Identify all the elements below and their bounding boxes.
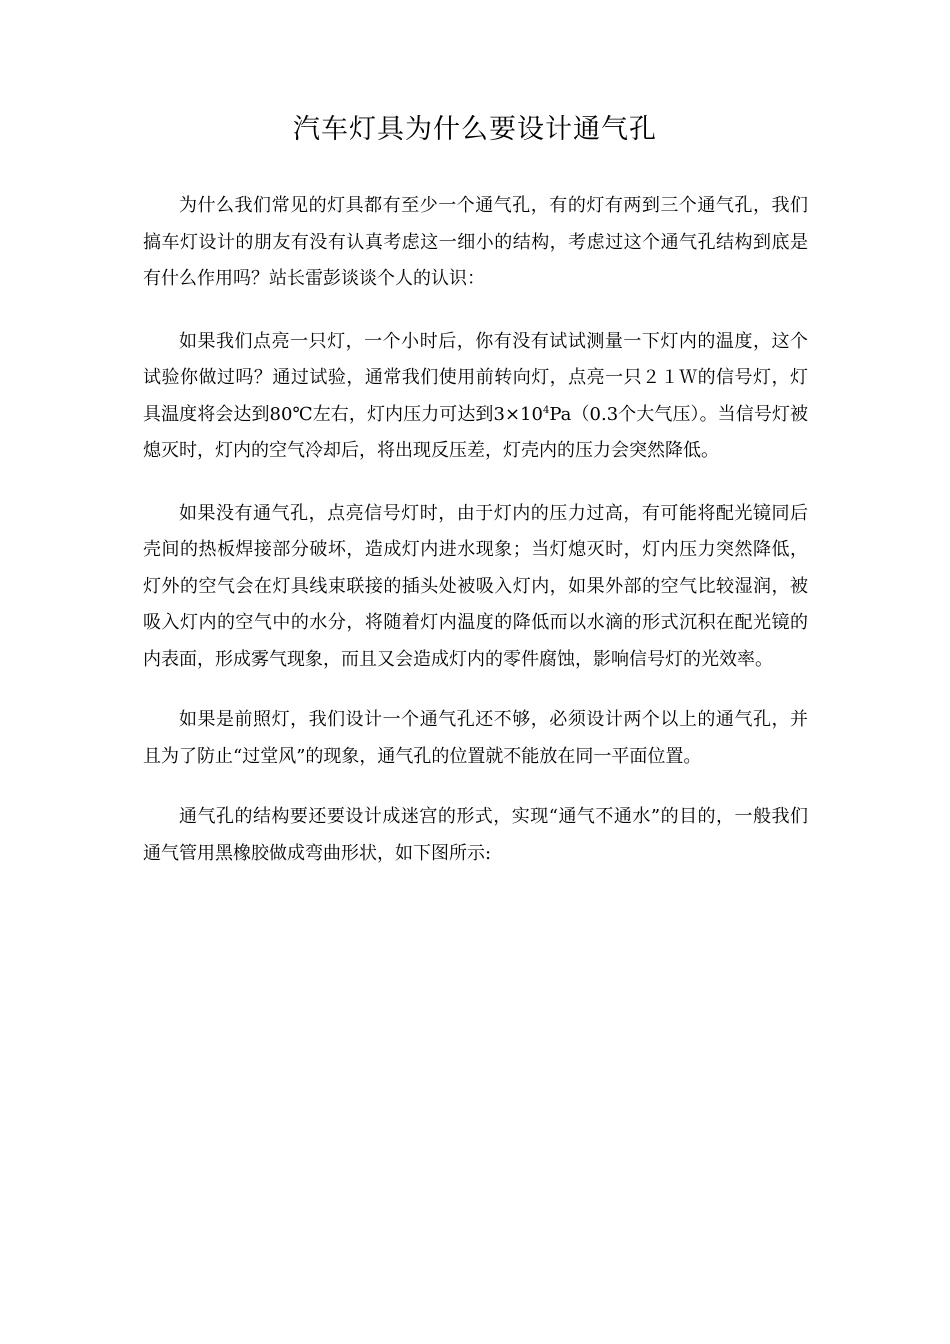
- exponent-superscript: 4: [542, 404, 550, 416]
- paragraph-labyrinth-structure: 通气孔的结构要还要设计成迷宫的形式，实现“通气不通水”的目的，一般我们通气管用黑橡胶做成弯曲形状，如下图所示:: [143, 806, 808, 864]
- paragraph-vent-hole-question: 为什么我们常见的灯具都有至少一个通气孔，有的灯有两到三个通气孔，我们搞车灯设计的朋友有没有认真考虑这一细小的结构，考虑过这个通气孔结构到底是有什么作用吗？站长雷彭谈谈个人的认识：: [143, 195, 808, 289]
- paragraph-lamp-temperature-test: [143, 324, 808, 470]
- paragraph-text-after-exponent: Pa（0.3个大气压）。当信号灯被熄灭时，灯内的空气冷却后，将出现反压差，灯壳内的压力会突然降低。: [143, 403, 808, 461]
- document-body: [143, 188, 808, 898]
- paragraph-without-vent-hole: 如果没有通气孔，点亮信号灯时，由于灯内的压力过高，有可能将配光镜同后壳间的热板焊接部分破坏，造成灯内进水现象；当灯熄灭时，灯内压力突然降低，灯外的空气会在灯具线束联接的插头处被吸入灯内，如果外部的空气比较湿润，被吸入灯内的空气中的水分，将随着灯内温度的降低而以水滴的形式沉积在配光镜的内表面，形成雾气现象，而且又会造成灯内的零件腐蚀，影响信号灯的光效率。: [143, 502, 808, 670]
- document-title: 汽车灯具为什么要设计通气孔: [293, 114, 657, 145]
- paragraph-headlamp-vent-holes: 如果是前照灯，我们设计一个通气孔还不够，必须设计两个以上的通气孔，并且为了防止“过堂风”的现象，通气孔的位置就不能放在同一平面位置。: [143, 709, 808, 767]
- paragraph-text-before-exponent: 如果我们点亮一只灯，一个小时后，你有没有试试测量一下灯内的温度，这个试验你做过吗？通过试验，通常我们使用前转向灯，点亮一只２１Ｗ的信号灯，灯具温度将会达到80℃左右，灯内压力可达到3×10: [143, 330, 808, 425]
